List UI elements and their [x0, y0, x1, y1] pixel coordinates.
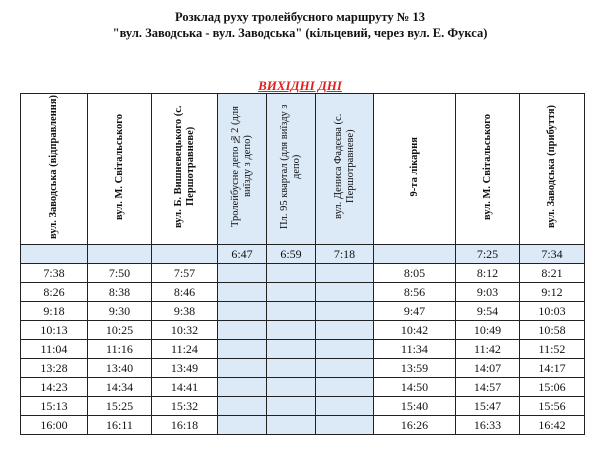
time-cell: 7:18: [316, 245, 374, 264]
time-cell: 10:32: [152, 321, 218, 340]
time-cell: 16:42: [520, 416, 585, 435]
time-cell: [267, 283, 316, 302]
time-cell: [218, 378, 267, 397]
column-header-label: вул. Заводська (прибуття): [546, 105, 557, 228]
time-cell: [152, 245, 218, 264]
time-cell: [316, 321, 374, 340]
time-cell: [218, 283, 267, 302]
time-cell: 15:32: [152, 397, 218, 416]
timetable-body: [21, 245, 585, 435]
time-cell: [316, 359, 374, 378]
column-header-label: вул. Б. Вишневецького (с. Першотравневе): [172, 105, 196, 228]
column-header: [152, 94, 218, 245]
table-row: [21, 416, 585, 435]
time-cell: 14:23: [21, 378, 88, 397]
time-cell: [374, 245, 456, 264]
time-cell: [267, 321, 316, 340]
time-cell: [267, 264, 316, 283]
time-cell: [316, 416, 374, 435]
table-row: [21, 340, 585, 359]
time-cell: [316, 264, 374, 283]
time-cell: 14:17: [520, 359, 585, 378]
timetable: [20, 93, 585, 435]
column-header: [520, 94, 585, 245]
time-cell: 14:07: [456, 359, 520, 378]
time-cell: 16:18: [152, 416, 218, 435]
time-cell: [218, 359, 267, 378]
time-cell: [267, 416, 316, 435]
time-cell: 8:05: [374, 264, 456, 283]
time-cell: 14:57: [456, 378, 520, 397]
time-cell: 8:21: [520, 264, 585, 283]
time-cell: 8:12: [456, 264, 520, 283]
time-cell: 7:57: [152, 264, 218, 283]
column-header-label: вул. М. Світальського: [481, 113, 493, 220]
time-cell: [218, 321, 267, 340]
time-cell: 13:59: [374, 359, 456, 378]
time-cell: 13:40: [88, 359, 152, 378]
column-header: [218, 94, 267, 245]
schedule-title: Розклад руху тролейбусного маршруту № 13: [175, 10, 425, 24]
table-row: [21, 359, 585, 378]
time-cell: 14:41: [152, 378, 218, 397]
time-cell: [21, 245, 88, 264]
time-cell: 16:26: [374, 416, 456, 435]
time-cell: [316, 397, 374, 416]
column-header: [88, 94, 152, 245]
time-cell: 6:59: [267, 245, 316, 264]
time-cell: 6:47: [218, 245, 267, 264]
time-cell: 7:50: [88, 264, 152, 283]
table-row: [21, 378, 585, 397]
time-cell: [267, 378, 316, 397]
time-cell: [218, 416, 267, 435]
time-cell: 13:49: [152, 359, 218, 378]
column-header-label: вул. Дениса Фадєєва (с. Першотравневе): [332, 113, 356, 220]
time-cell: [218, 302, 267, 321]
time-cell: [316, 340, 374, 359]
time-cell: 9:47: [374, 302, 456, 321]
column-header-label: Тролейбусне депо №2 (для виїзду з депо): [230, 106, 253, 227]
table-row: [21, 302, 585, 321]
time-cell: 16:00: [21, 416, 88, 435]
time-cell: [88, 245, 152, 264]
time-cell: [267, 397, 316, 416]
time-cell: 11:42: [456, 340, 520, 359]
time-cell: 9:30: [88, 302, 152, 321]
time-cell: 11:34: [374, 340, 456, 359]
column-header-label: Пл. 95 квартал (для виїзду з депо): [279, 104, 302, 229]
column-header: [316, 94, 374, 245]
time-cell: 11:52: [520, 340, 585, 359]
route-title: "вул. Заводська - вул. Заводська" (кільцевий, через вул. Е. Фукса): [112, 26, 488, 40]
column-header-label: вул. М. Світальського: [113, 113, 125, 220]
time-cell: [267, 302, 316, 321]
time-cell: 15:40: [374, 397, 456, 416]
column-header: [456, 94, 520, 245]
time-cell: 11:04: [21, 340, 88, 359]
time-cell: 9:38: [152, 302, 218, 321]
table-row: [21, 397, 585, 416]
time-cell: [218, 397, 267, 416]
column-header-label: 9-та лікарня: [408, 136, 420, 197]
time-cell: 15:13: [21, 397, 88, 416]
time-cell: 8:46: [152, 283, 218, 302]
column-header: [374, 94, 456, 245]
header-row: [21, 94, 585, 245]
time-cell: 10:03: [520, 302, 585, 321]
column-header: [21, 94, 88, 245]
time-cell: 15:06: [520, 378, 585, 397]
time-cell: 10:42: [374, 321, 456, 340]
time-cell: 16:11: [88, 416, 152, 435]
time-cell: 11:16: [88, 340, 152, 359]
time-cell: [218, 264, 267, 283]
time-cell: 15:47: [456, 397, 520, 416]
time-cell: 10:58: [520, 321, 585, 340]
time-cell: [316, 302, 374, 321]
time-cell: 14:50: [374, 378, 456, 397]
time-cell: 8:56: [374, 283, 456, 302]
table-row: [21, 283, 585, 302]
time-cell: 9:18: [21, 302, 88, 321]
time-cell: 10:13: [21, 321, 88, 340]
time-cell: 14:34: [88, 378, 152, 397]
time-cell: 16:33: [456, 416, 520, 435]
time-cell: [316, 378, 374, 397]
time-cell: [267, 340, 316, 359]
time-cell: 7:34: [520, 245, 585, 264]
time-cell: 15:25: [88, 397, 152, 416]
time-cell: 9:12: [520, 283, 585, 302]
time-cell: [267, 359, 316, 378]
table-row: [21, 321, 585, 340]
time-cell: 10:25: [88, 321, 152, 340]
time-cell: [218, 340, 267, 359]
time-cell: 10:49: [456, 321, 520, 340]
time-cell: 11:24: [152, 340, 218, 359]
time-cell: 13:28: [21, 359, 88, 378]
column-header-label: вул. Заводська (відправлення): [48, 94, 59, 239]
table-row: [21, 245, 585, 264]
day-type-label: ВИХІДНІ ДНІ: [258, 78, 342, 93]
time-cell: [316, 283, 374, 302]
table-row: [21, 264, 585, 283]
time-cell: 8:26: [21, 283, 88, 302]
time-cell: 9:54: [456, 302, 520, 321]
time-cell: 9:03: [456, 283, 520, 302]
column-header: [267, 94, 316, 245]
time-cell: 7:38: [21, 264, 88, 283]
time-cell: 7:25: [456, 245, 520, 264]
time-cell: 15:56: [520, 397, 585, 416]
time-cell: 8:38: [88, 283, 152, 302]
